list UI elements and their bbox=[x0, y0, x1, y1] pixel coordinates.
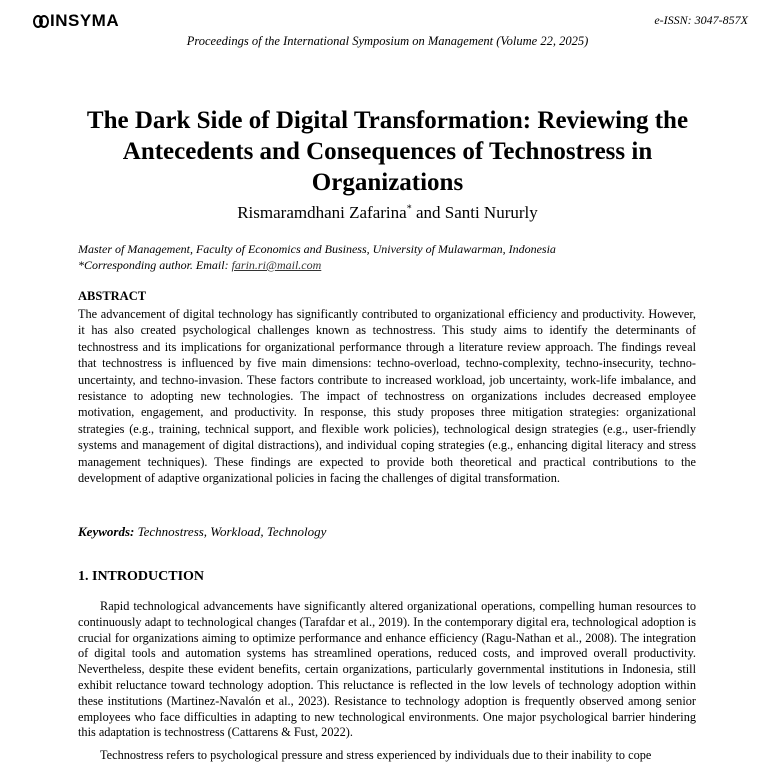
paper-title: The Dark Side of Digital Transformation: Reviewing the Antecedents and Consequences of Technostress in Organizations bbox=[86, 107, 689, 196]
abstract-text: The advancement of digital technology has significantly contributed to organizational efficiency and productivity. However, it has also created psychological challenges known as technostress. This study aims to identify the determinants of technostress and its implications for organizational performance through a literature review approach. The findings reveal that technostress is influenced by five main dimensions: techno-overload, techno-complexity, techno-insecurity, techno-uncertainty, and techno-invasion. These factors contribute to increased workload, job uncertainty, work-life imbalance, and resistance to adopting new technologies. The impact of technostress on organizations includes decreased employee motivation, engagement, and productivity. In response, this study proposes three mitigation strategies: organizational strategies (e.g., training, technical support, and flexible work policies), technological design strategies (e.g., user-friendly systems and management of digital distractions), and individual coping strategies (e.g., enhancing digital literacy and stress management techniques). These findings are expected to provide both theoretical and practical contributions to the development of adaptive organizational policies in facing the challenges of digital transformation. bbox=[78, 307, 696, 486]
corresponding-mark: * bbox=[406, 203, 412, 215]
corresponding-email[interactable]: farin.ri@mail.com bbox=[231, 258, 322, 272]
eissn: e-ISSN: 3047-857X bbox=[654, 13, 748, 27]
proceedings-line: Proceedings of the International Symposium on Management (Volume 22, 2025) bbox=[186, 34, 589, 48]
affiliation-block bbox=[78, 241, 735, 273]
introduction-body bbox=[78, 599, 696, 771]
intro-paragraph-2: Technostress refers to psychological pressure and stress experienced by individuals due to their inability to cope bbox=[100, 748, 652, 763]
corresponding-author bbox=[78, 257, 735, 273]
corresponding-prefix: *Corresponding author. Email: bbox=[78, 258, 232, 272]
author-2: Santi Nururly bbox=[444, 203, 538, 222]
author-separator: and bbox=[411, 203, 445, 222]
keywords-label: Keywords: bbox=[78, 524, 135, 539]
authors bbox=[0, 203, 775, 223]
intro-paragraph-1: Rapid technological advancements have significantly altered organizational operations, compelling human resources to continuously adapt to technological changes (Tarafdar et al., 2019). In the contemporary digital era, technological adoption is crucial for organizations aiming to optimize performance and enhance efficiency (Ragu-Nathan et al., 2008). The integration of digital tools and automation systems has streamlined operations, reduced costs, and improved overall productivity. Nevertheless, despite these evident benefits, certain organizations, particularly governmental institutions in Indonesia, still exhibit reluctance toward technology adoption. This reluctance is reflected in the low levels of technology adoption within these institutions (Martinez-Navalón et al., 2023). Resistance to technology adoption is frequently observed among senior employees who face difficulties in adapting to new technological environments. One major psychological barrier hindering this adaptation is technostress (Cattarens & Fust, 2022). bbox=[78, 599, 696, 740]
section-heading-introduction: 1. INTRODUCTION bbox=[78, 569, 205, 584]
author-1: Rismaramdhani Zafarina bbox=[237, 203, 407, 222]
logo-rings-icon bbox=[33, 15, 45, 28]
affiliation: Master of Management, Faculty of Economics and Business, University of Mulawarman, Indonesia bbox=[78, 242, 556, 256]
keywords-line bbox=[78, 524, 326, 540]
keywords-list: Technostress, Workload, Technology bbox=[134, 524, 327, 539]
abstract-heading: ABSTRACT bbox=[78, 289, 147, 303]
logo-text: INSYMA bbox=[50, 11, 120, 30]
insyma-logo bbox=[33, 11, 119, 31]
